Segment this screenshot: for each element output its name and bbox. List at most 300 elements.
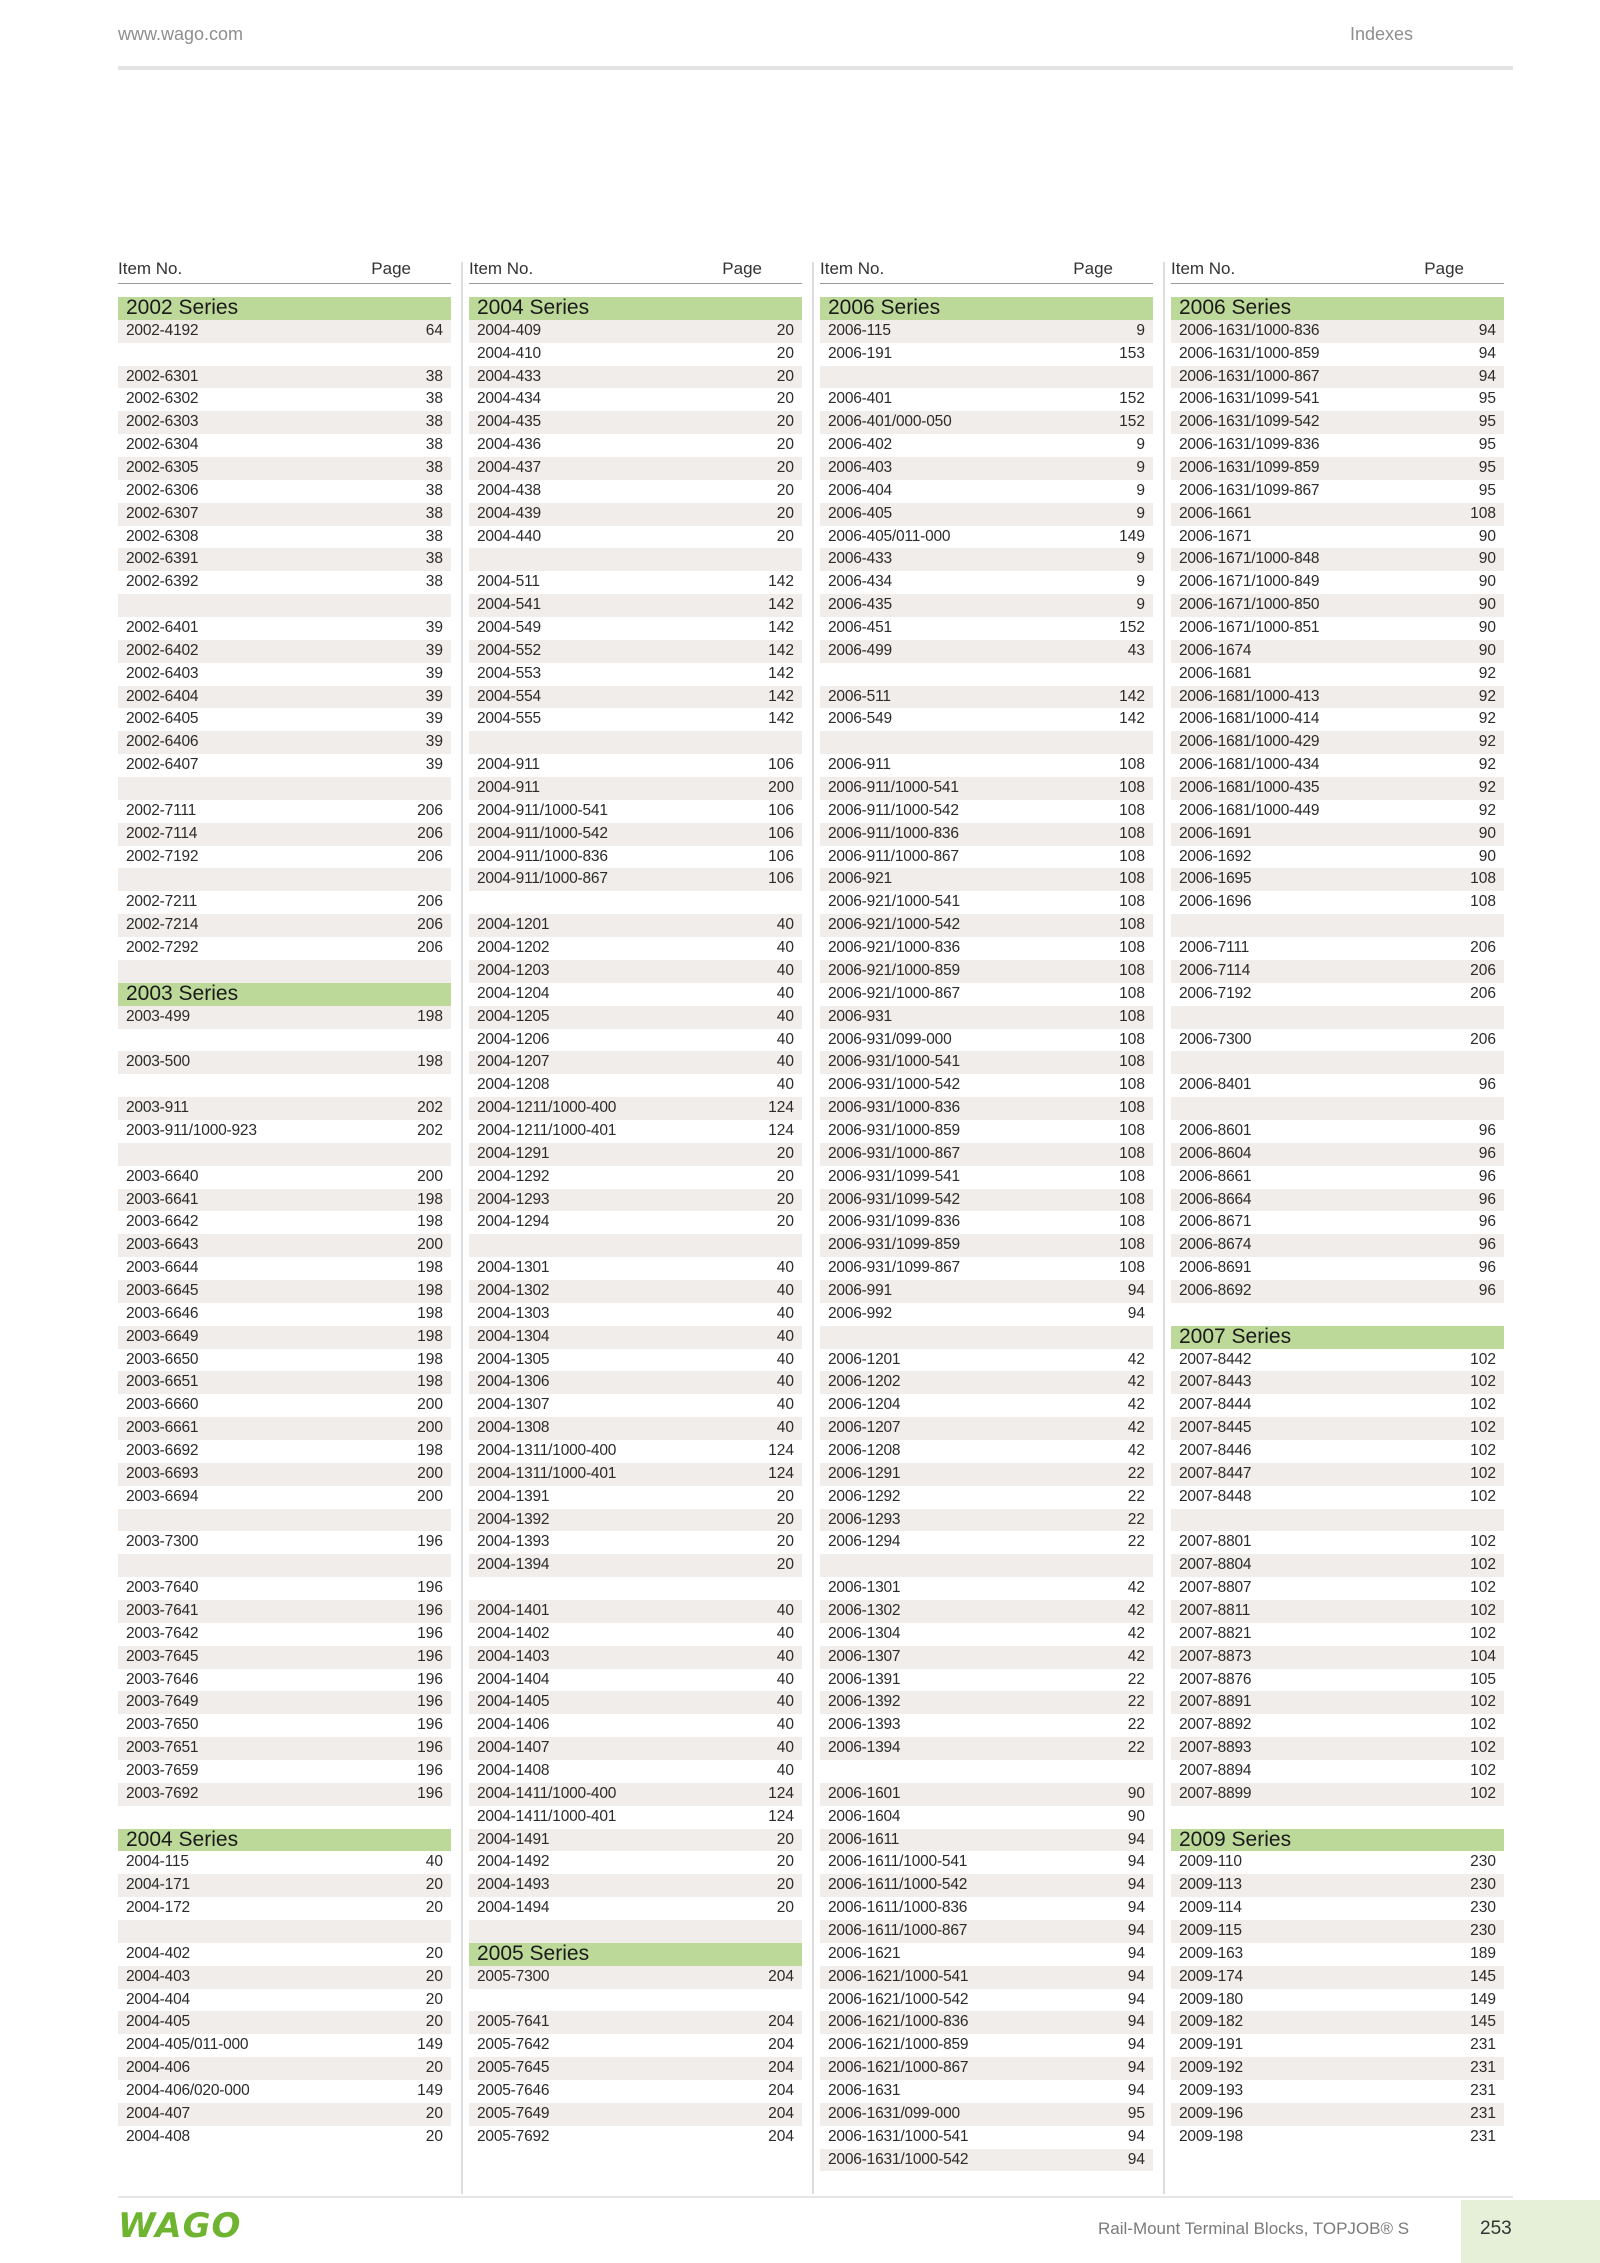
page-ref[interactable]: 106 [768,824,794,842]
page-ref[interactable]: 90 [1127,1807,1145,1825]
page-ref[interactable]: 22 [1127,1716,1145,1734]
page-ref[interactable]: 20 [776,1510,794,1528]
page-ref[interactable]: 20 [776,344,794,362]
page-ref[interactable]: 40 [776,1053,794,1071]
page-ref[interactable]: 102 [1470,1556,1496,1574]
page-ref[interactable]: 142 [1119,710,1145,728]
page-ref[interactable]: 96 [1478,1213,1496,1231]
page-ref[interactable]: 94 [1478,344,1496,362]
column-header [820,255,1153,284]
page-ref[interactable]: 20 [776,1213,794,1231]
page-ref[interactable]: 206 [417,916,443,934]
page-ref[interactable]: 230 [1470,1922,1496,1940]
page-ref[interactable]: 204 [768,2013,794,2031]
page-ref[interactable]: 231 [1470,2127,1496,2145]
page-ref[interactable]: 20 [776,459,794,477]
page-ref[interactable]: 198 [417,1213,443,1231]
page-ref[interactable]: 38 [425,367,443,385]
page-ref[interactable]: 39 [425,756,443,774]
page-ref[interactable]: 40 [776,1007,794,1025]
page-ref[interactable]: 94 [1127,2127,1145,2145]
page-ref[interactable]: 9 [1136,550,1145,568]
page-ref[interactable]: 102 [1470,1624,1496,1642]
page-ref[interactable]: 108 [1119,893,1145,911]
page-ref[interactable]: 20 [425,2059,443,2077]
page-ref[interactable]: 9 [1136,596,1145,614]
page-ref[interactable]: 95 [1478,436,1496,454]
page-ref[interactable]: 22 [1127,1510,1145,1528]
page-ref[interactable]: 102 [1470,1487,1496,1505]
page-ref[interactable]: 42 [1127,1579,1145,1597]
page-ref[interactable]: 102 [1470,1396,1496,1414]
page-ref[interactable]: 198 [417,1327,443,1345]
index-row [820,2011,1153,2034]
page-ref[interactable]: 108 [1119,779,1145,797]
page-ref[interactable]: 95 [1478,481,1496,499]
page-ref[interactable]: 90 [1478,527,1496,545]
page-ref[interactable]: 40 [776,1327,794,1345]
page-ref[interactable]: 43 [1127,641,1145,659]
page-ref[interactable]: 94 [1127,1304,1145,1322]
page-ref[interactable]: 102 [1470,1739,1496,1757]
page-ref[interactable]: 22 [1127,1533,1145,1551]
page-ref[interactable]: 108 [1119,756,1145,774]
index-row [469,1189,802,1212]
page-ref[interactable]: 39 [425,664,443,682]
page-ref[interactable]: 196 [417,1533,443,1551]
item-number: 2002-6402 [126,641,199,659]
index-row [820,1097,1153,1120]
page-ref[interactable]: 38 [425,504,443,522]
page-ref[interactable]: 206 [417,801,443,819]
page-ref[interactable]: 200 [417,1487,443,1505]
page-ref[interactable]: 102 [1470,1373,1496,1391]
page-ref[interactable]: 22 [1127,1464,1145,1482]
page-ref[interactable]: 39 [425,710,443,728]
page-ref[interactable]: 198 [417,1053,443,1071]
page-ref[interactable]: 94 [1127,1990,1145,2008]
page-ref[interactable]: 200 [417,1167,443,1185]
page-ref[interactable]: 38 [425,459,443,477]
page-ref[interactable]: 198 [417,1007,443,1025]
page-ref[interactable]: 102 [1470,1579,1496,1597]
page-ref[interactable]: 231 [1470,2059,1496,2077]
page-ref[interactable]: 20 [776,1167,794,1185]
page-ref[interactable]: 94 [1127,2059,1145,2077]
page-ref[interactable]: 90 [1127,1784,1145,1802]
page-ref[interactable]: 92 [1478,801,1496,819]
page-ref[interactable]: 142 [768,687,794,705]
index-row [820,1257,1153,1280]
page-ref[interactable]: 20 [776,504,794,522]
page-ref[interactable]: 152 [1119,619,1145,637]
page-ref[interactable]: 9 [1136,481,1145,499]
page-ref[interactable]: 142 [768,573,794,591]
page-ref[interactable]: 90 [1478,550,1496,568]
page-ref[interactable]: 198 [417,1373,443,1391]
page-ref[interactable]: 124 [768,1464,794,1482]
page-ref[interactable]: 149 [1470,1990,1496,2008]
page-ref[interactable]: 22 [1127,1670,1145,1688]
page-ref[interactable]: 20 [776,1190,794,1208]
page-ref[interactable]: 40 [776,1030,794,1048]
page-ref[interactable]: 102 [1470,1716,1496,1734]
page-ref[interactable]: 196 [417,1762,443,1779]
page-ref[interactable]: 108 [1119,1259,1145,1277]
page-ref[interactable]: 95 [1478,459,1496,477]
page-ref[interactable]: 20 [425,1967,443,1985]
page-ref[interactable]: 94 [1127,1876,1145,1894]
page-ref[interactable]: 102 [1470,1464,1496,1482]
page-ref[interactable]: 40 [776,1739,794,1757]
page-ref[interactable]: 96 [1478,1190,1496,1208]
page-ref[interactable]: 204 [768,2104,794,2122]
page-ref[interactable]: 206 [417,893,443,911]
page-ref[interactable]: 202 [417,1099,443,1117]
page-ref[interactable]: 40 [776,1624,794,1642]
page-ref[interactable]: 204 [768,1967,794,1985]
page-ref[interactable]: 20 [776,321,794,339]
page-ref[interactable]: 196 [417,1647,443,1665]
page-ref[interactable]: 20 [776,527,794,545]
index-row [469,434,802,457]
page-ref[interactable]: 20 [776,413,794,431]
page-ref[interactable]: 94 [1478,367,1496,385]
page-ref[interactable]: 124 [768,1807,794,1825]
page-ref[interactable]: 204 [768,2127,794,2145]
page-ref[interactable]: 206 [417,847,443,865]
page-ref[interactable]: 102 [1470,1350,1496,1368]
page-ref[interactable]: 9 [1136,504,1145,522]
page-ref[interactable]: 152 [1119,413,1145,431]
page-ref[interactable]: 108 [1119,1167,1145,1185]
page-ref[interactable]: 149 [417,2036,443,2054]
page-ref[interactable]: 94 [1127,2082,1145,2100]
page-ref[interactable]: 95 [1478,413,1496,431]
page-ref[interactable]: 9 [1136,321,1145,339]
page-ref[interactable]: 40 [776,1259,794,1277]
page-ref[interactable]: 20 [776,367,794,385]
page-ref[interactable]: 92 [1478,687,1496,705]
page-ref[interactable]: 108 [1119,1053,1145,1071]
page-ref[interactable]: 108 [1119,1213,1145,1231]
page-ref[interactable]: 124 [768,1121,794,1139]
page-ref[interactable]: 22 [1127,1487,1145,1505]
page-ref[interactable]: 108 [1119,824,1145,842]
page-ref[interactable]: 42 [1127,1647,1145,1665]
page-ref[interactable]: 231 [1470,2036,1496,2054]
page-ref[interactable]: 108 [1119,1007,1145,1025]
page-ref[interactable]: 38 [425,527,443,545]
page-ref[interactable]: 198 [417,1259,443,1277]
page-ref[interactable]: 96 [1478,1144,1496,1162]
page-ref[interactable]: 108 [1470,504,1496,522]
page-ref[interactable]: 39 [425,733,443,751]
page-ref[interactable]: 92 [1478,779,1496,797]
page-ref[interactable]: 96 [1478,1259,1496,1277]
page-ref[interactable]: 106 [768,801,794,819]
page-ref[interactable]: 20 [776,1487,794,1505]
page-ref[interactable]: 40 [776,939,794,957]
page-ref[interactable]: 198 [417,1281,443,1299]
page-ref[interactable]: 94 [1127,1922,1145,1940]
page-ref[interactable]: 20 [776,1830,794,1848]
page-ref[interactable]: 108 [1119,1236,1145,1254]
page-ref[interactable]: 40 [776,916,794,934]
page-ref[interactable]: 108 [1119,984,1145,1002]
page-ref[interactable]: 42 [1127,1350,1145,1368]
page-ref[interactable]: 145 [1470,2013,1496,2031]
page-ref[interactable]: 95 [1127,2104,1145,2122]
page-ref[interactable]: 200 [417,1236,443,1254]
page-ref[interactable]: 40 [776,1350,794,1368]
page-ref[interactable]: 20 [425,2104,443,2122]
page-ref[interactable]: 204 [768,2059,794,2077]
page-ref[interactable]: 200 [417,1419,443,1437]
page-ref[interactable]: 20 [776,436,794,454]
page-ref[interactable]: 20 [776,390,794,408]
page-ref[interactable]: 142 [768,596,794,614]
page-ref[interactable]: 38 [425,390,443,408]
page-ref[interactable]: 102 [1470,1533,1496,1551]
page-ref[interactable]: 102 [1470,1762,1496,1779]
page-ref[interactable]: 206 [1470,984,1496,1002]
page-ref[interactable]: 196 [417,1624,443,1642]
page-ref[interactable]: 40 [776,961,794,979]
page-ref[interactable]: 20 [425,1876,443,1894]
page-ref[interactable]: 94 [1127,1830,1145,1848]
page-ref[interactable]: 206 [417,824,443,842]
page-ref[interactable]: 105 [1470,1670,1496,1688]
page-ref[interactable]: 96 [1478,1236,1496,1254]
page-ref[interactable]: 92 [1478,756,1496,774]
page-ref[interactable]: 42 [1127,1441,1145,1459]
page-ref[interactable]: 149 [417,2082,443,2100]
blank-row [820,366,1153,389]
page-ref[interactable]: 40 [425,1853,443,1871]
page-ref[interactable]: 230 [1470,1853,1496,1871]
page-ref[interactable]: 231 [1470,2104,1496,2122]
page-ref[interactable]: 204 [768,2082,794,2100]
page-ref[interactable]: 108 [1119,1144,1145,1162]
page-ref[interactable]: 20 [776,1876,794,1894]
index-row [820,1737,1153,1760]
page-ref[interactable]: 40 [776,1396,794,1414]
page-ref[interactable]: 198 [417,1304,443,1322]
page-ref[interactable]: 96 [1478,1167,1496,1185]
page-ref[interactable]: 196 [417,1670,443,1688]
page-ref[interactable]: 95 [1478,390,1496,408]
page-ref[interactable]: 92 [1478,710,1496,728]
index-row [469,1303,802,1326]
page-ref[interactable]: 102 [1470,1601,1496,1619]
page-ref[interactable]: 196 [417,1601,443,1619]
page-ref[interactable]: 196 [417,1739,443,1757]
page-ref[interactable]: 40 [776,1647,794,1665]
page-ref[interactable]: 102 [1470,1419,1496,1437]
page-ref[interactable]: 108 [1119,961,1145,979]
page-ref[interactable]: 142 [768,641,794,659]
page-ref[interactable]: 90 [1478,824,1496,842]
page-ref[interactable]: 152 [1119,390,1145,408]
page-ref[interactable]: 230 [1470,1876,1496,1894]
page-ref[interactable]: 189 [1470,1944,1496,1962]
page-ref[interactable]: 108 [1119,847,1145,865]
page-ref[interactable]: 90 [1478,641,1496,659]
page-ref[interactable]: 94 [1127,2036,1145,2054]
page-ref[interactable]: 108 [1119,939,1145,957]
page-ref[interactable]: 42 [1127,1601,1145,1619]
page-ref[interactable]: 94 [1127,1899,1145,1917]
page-ref[interactable]: 108 [1119,1099,1145,1117]
page-ref[interactable]: 9 [1136,459,1145,477]
page-ref[interactable]: 106 [768,847,794,865]
page-ref[interactable]: 204 [768,2036,794,2054]
page-ref[interactable]: 40 [776,1419,794,1437]
page-ref[interactable]: 94 [1478,321,1496,339]
page-ref[interactable]: 196 [417,1784,443,1802]
page-ref[interactable]: 124 [768,1441,794,1459]
page-ref[interactable]: 20 [425,1899,443,1917]
page-ref[interactable]: 39 [425,687,443,705]
page-ref[interactable]: 20 [425,1944,443,1962]
page-ref[interactable]: 94 [1127,2150,1145,2168]
page-ref[interactable]: 142 [768,619,794,637]
page-ref[interactable]: 22 [1127,1739,1145,1757]
page-ref[interactable]: 94 [1127,1281,1145,1299]
page-ref[interactable]: 153 [1119,344,1145,362]
page-ref[interactable]: 20 [776,1144,794,1162]
page-ref[interactable]: 42 [1127,1396,1145,1414]
page-ref[interactable]: 108 [1119,870,1145,888]
item-number: 2004-406/020-000 [126,2082,250,2100]
page-ref[interactable]: 106 [768,870,794,888]
page-ref[interactable]: 20 [776,1556,794,1574]
page-ref[interactable]: 200 [417,1464,443,1482]
page-ref[interactable]: 96 [1478,1076,1496,1094]
page-ref[interactable]: 102 [1470,1784,1496,1802]
page-ref[interactable]: 39 [425,619,443,637]
page-ref[interactable]: 96 [1478,1121,1496,1139]
page-ref[interactable]: 20 [425,2013,443,2031]
page-ref[interactable]: 108 [1119,1076,1145,1094]
page-ref[interactable]: 94 [1127,1944,1145,1962]
page-ref[interactable]: 149 [1119,527,1145,545]
page-ref[interactable]: 108 [1119,1190,1145,1208]
page-ref[interactable]: 108 [1470,870,1496,888]
page-ref[interactable]: 206 [1470,1030,1496,1048]
page-ref[interactable]: 94 [1127,1967,1145,1985]
page-ref[interactable]: 231 [1470,2082,1496,2100]
page-ref[interactable]: 196 [417,1579,443,1597]
page-ref[interactable]: 20 [425,2127,443,2145]
page-ref[interactable]: 20 [425,1990,443,2008]
page-ref[interactable]: 40 [776,1693,794,1711]
page-ref[interactable]: 198 [417,1190,443,1208]
page-ref[interactable]: 39 [425,641,443,659]
page-ref[interactable]: 40 [776,1601,794,1619]
page-ref[interactable]: 200 [417,1396,443,1414]
page-ref[interactable]: 108 [1119,1121,1145,1139]
page-ref[interactable]: 20 [776,1899,794,1917]
page-ref[interactable]: 102 [1470,1441,1496,1459]
page-ref[interactable]: 92 [1478,733,1496,751]
page-ref[interactable]: 42 [1127,1624,1145,1642]
page-ref[interactable]: 22 [1127,1693,1145,1711]
page-ref[interactable]: 90 [1478,847,1496,865]
page-ref[interactable]: 9 [1136,436,1145,454]
page-ref[interactable]: 142 [768,710,794,728]
page-ref[interactable]: 145 [1470,1967,1496,1985]
page-ref[interactable]: 42 [1127,1419,1145,1437]
page-ref[interactable]: 90 [1478,619,1496,637]
page-ref[interactable]: 206 [417,939,443,957]
index-row [469,457,802,480]
page-ref[interactable]: 94 [1127,1853,1145,1871]
page-ref[interactable]: 104 [1470,1647,1496,1665]
page-ref[interactable]: 230 [1470,1899,1496,1917]
page-ref[interactable]: 64 [425,321,443,339]
page-ref[interactable]: 142 [1119,687,1145,705]
page-ref[interactable]: 38 [425,481,443,499]
page-ref[interactable]: 198 [417,1441,443,1459]
page-ref[interactable]: 206 [1470,961,1496,979]
page-ref[interactable]: 38 [425,573,443,591]
page-ref[interactable]: 92 [1478,664,1496,682]
page-ref[interactable]: 40 [776,1716,794,1734]
page-ref[interactable]: 96 [1478,1281,1496,1299]
page-ref[interactable]: 40 [776,1076,794,1094]
page-ref[interactable]: 108 [1470,893,1496,911]
page-ref[interactable]: 202 [417,1121,443,1139]
item-number: 2006-931/1000-836 [828,1099,960,1117]
page-ref[interactable]: 196 [417,1716,443,1734]
page-ref[interactable]: 206 [1470,939,1496,957]
page-ref[interactable]: 42 [1127,1373,1145,1391]
page-ref[interactable]: 40 [776,1762,794,1779]
page-ref[interactable]: 38 [425,550,443,568]
page-ref[interactable]: 142 [768,664,794,682]
page-ref[interactable]: 40 [776,1304,794,1322]
page-ref[interactable]: 198 [417,1350,443,1368]
page-ref[interactable]: 108 [1119,916,1145,934]
page-ref[interactable]: 40 [776,1670,794,1688]
page-ref[interactable]: 20 [776,481,794,499]
page-ref[interactable]: 40 [776,984,794,1002]
page-ref[interactable]: 94 [1127,2013,1145,2031]
page-ref[interactable]: 102 [1470,1693,1496,1711]
page-ref[interactable]: 108 [1119,801,1145,819]
page-ref[interactable]: 90 [1478,573,1496,591]
page-ref[interactable]: 40 [776,1281,794,1299]
page-ref[interactable]: 108 [1119,1030,1145,1048]
page-ref[interactable]: 200 [768,779,794,797]
site-url[interactable]: www.wago.com [118,24,244,44]
page-ref[interactable]: 106 [768,756,794,774]
page-ref[interactable]: 40 [776,1373,794,1391]
page-ref[interactable]: 38 [425,413,443,431]
page-ref[interactable]: 124 [768,1099,794,1117]
page-ref[interactable]: 124 [768,1784,794,1802]
page-ref[interactable]: 196 [417,1693,443,1711]
item-number: 2002-6407 [126,756,199,774]
blank-row [469,1234,802,1257]
page-ref[interactable]: 38 [425,436,443,454]
page-ref[interactable]: 20 [776,1853,794,1871]
page-ref[interactable]: 9 [1136,573,1145,591]
page-ref[interactable]: 20 [776,1533,794,1551]
page-ref[interactable]: 90 [1478,596,1496,614]
